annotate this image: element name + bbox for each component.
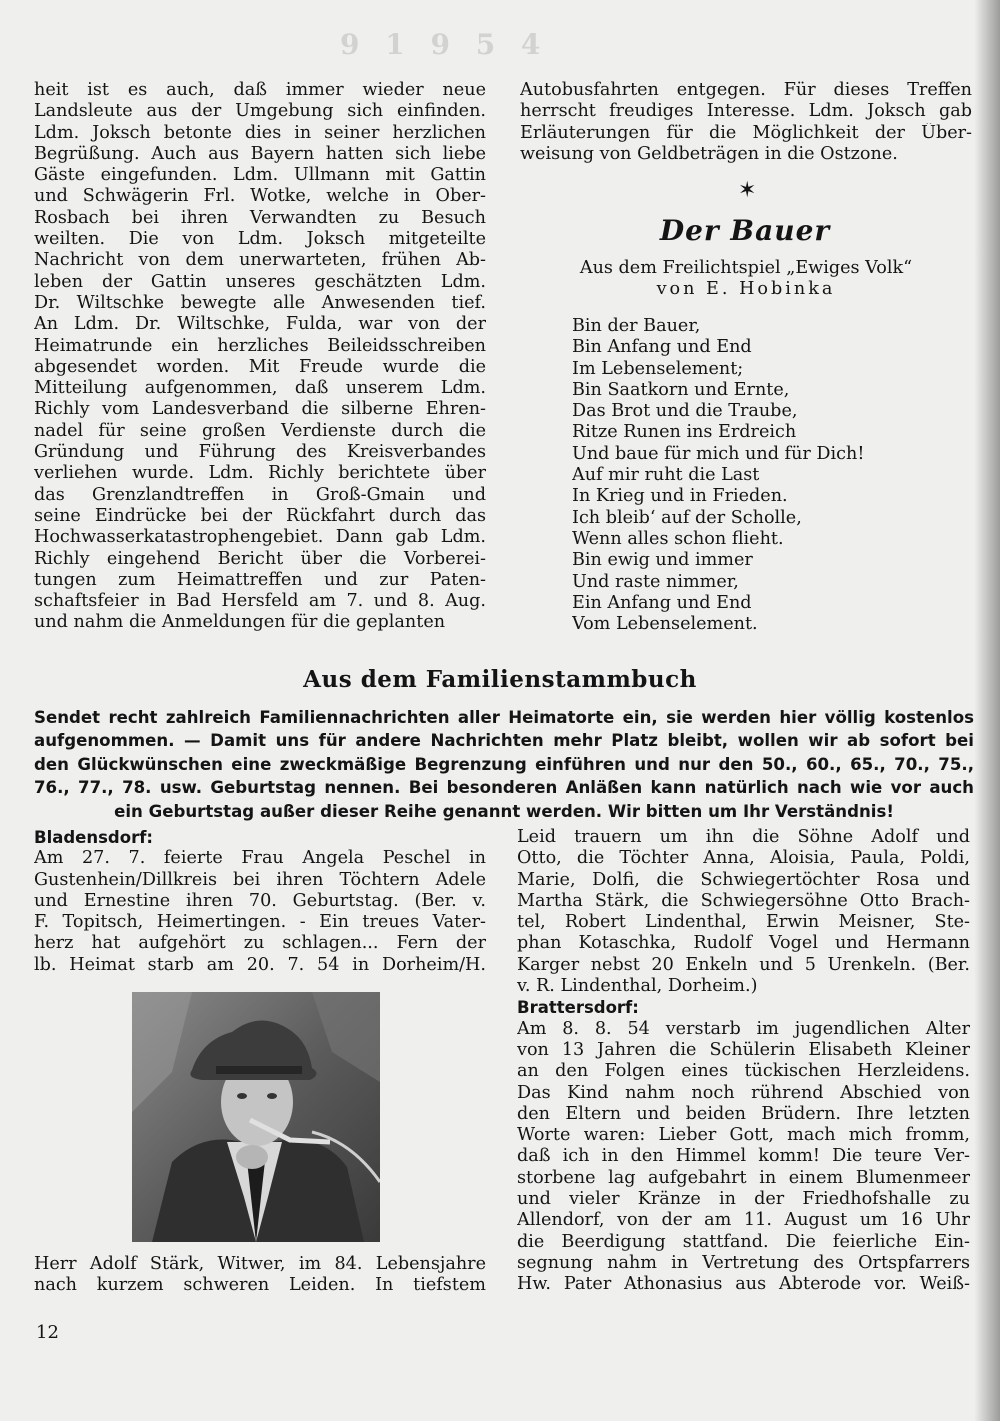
text-line: und Ernestine ihren 70. Geburtstag. (Ber. v. — [34, 890, 486, 911]
text-line: herrscht freudiges Interesse. Ldm. Joksch gab — [520, 101, 972, 122]
text-line: Am 8. 8. 54 verstarb im jugendlichen Alter — [517, 1018, 970, 1039]
notice-line: aufgenommen. — Damit uns für andere Nachrichten mehr Platz bleibt, wollen wir ab sofort bei — [34, 731, 974, 751]
text-line: Gründung und Führung des Kreisverbandes — [34, 442, 486, 463]
text-line: lb. Heimat starb am 20. 7. 54 in Dorheim/H. — [34, 954, 486, 975]
bladensdorf-article — [34, 827, 486, 976]
poem-body — [572, 316, 972, 635]
text-line: Gustenhein/Dillkreis bei ihren Töchtern Adele — [34, 869, 486, 890]
text-line: weisung von Geldbeträgen in die Ostzone. — [520, 143, 898, 164]
right-column-bottom — [517, 827, 970, 1296]
text-line: Autobusfahrten entgegen. Für dieses Treffen — [520, 80, 972, 100]
text-line: An Ldm. Dr. Wiltschke, Fulda, war von der — [34, 314, 486, 335]
text-line: Heimatrunde ein herzliches Beileidsschreiben — [34, 335, 486, 356]
page-edge-shadow — [974, 0, 1000, 1421]
left-column-top — [34, 80, 486, 634]
text-line: die Beerdigung stattfand. Die feierliche Ein- — [517, 1231, 970, 1252]
portrait-illustration — [132, 992, 380, 1242]
text-line: an den Folgen eines tückischen Herzleidens. — [517, 1061, 970, 1082]
text-line: seine Eindrücke bei der Rückfahrt durch das — [34, 505, 486, 526]
text-line: Leid trauern um ihn die Söhne Adolf und — [517, 827, 970, 847]
poem-line: Im Lebenselement; — [572, 358, 744, 379]
text-line: Richly vom Landesverband die silberne Ehren- — [34, 399, 486, 420]
notice-line: den Glückwünschen eine zweckmäßige Begrenzung einführen und nur den 50., 60., 65., 70., 75., — [34, 754, 974, 774]
poem-line: Vom Lebenselement. — [572, 614, 758, 635]
poem-line: Bin ewig und immer — [572, 550, 753, 571]
text-line: herz hat aufgehört zu schlagen... Fern der — [34, 933, 486, 954]
poem-title: Der Bauer — [659, 214, 831, 247]
text-line: Karger nebst 20 Enkeln und 5 Urenkeln. (Ber. — [517, 954, 970, 975]
text-line: Martha Stärk, die Schwiegersöhne Otto Brach- — [517, 890, 970, 911]
text-line: weilten. Die von Ldm. Joksch mitgeteilte — [34, 229, 486, 250]
text-line: und Schwägerin Frl. Wotke, welche in Ober- — [34, 186, 486, 207]
text-line: Otto, die Töchter Anna, Aloisia, Paula, Poldi, — [517, 848, 970, 869]
text-line: storbene lag aufgebahrt in einem Blumenmeer — [517, 1167, 970, 1188]
poem-line: Ein Anfang und End — [572, 592, 752, 613]
poem-line: In Krieg und in Frieden. — [572, 486, 788, 507]
text-line: Herr Adolf Stärk, Witwer, im 84. Lebensjahre — [34, 1254, 486, 1274]
poem-line: Ritze Runen ins Erdreich — [572, 422, 797, 443]
text-line: und nahm die Anmeldungen für die geplanten — [34, 612, 446, 633]
poem-source — [520, 258, 972, 301]
poem-line: Wenn alles schon flieht. — [572, 528, 784, 549]
bladensdorf-heading: Bladensdorf: — [34, 828, 153, 847]
text-line: Allendorf, von der am 11. August um 16 Uhr — [517, 1210, 970, 1231]
poem-line: Bin Saatkorn und Ernte, — [572, 379, 790, 400]
text-line: Richly eingehend Bericht über die Vorberei- — [34, 548, 486, 569]
page-number: 12 — [36, 1322, 59, 1343]
text-line: tungen zum Heimattreffen und zur Paten- — [34, 569, 486, 590]
text-line: Landsleute aus der Umgebung sich einfinden. — [34, 101, 486, 122]
text-line: verliehen wurde. Ldm. Richly berichtete über — [34, 463, 486, 484]
text-line: Mitteilung aufgenommen, daß unserem Ldm. — [34, 378, 486, 399]
text-line: phan Kotaschka, Rudolf Vogel und Hermann — [517, 933, 970, 954]
brattersdorf-heading: Brattersdorf: — [517, 998, 639, 1018]
text-line: Rosbach bei ihren Verwandten zu Besuch — [34, 207, 486, 228]
poem-line: Und baue für mich und für Dich! — [572, 443, 865, 464]
poem-line: Und raste nimmer, — [572, 571, 739, 592]
poem-line: Das Brot und die Traube, — [572, 401, 798, 422]
text-line: F. Topitsch, Heimertingen. - Ein treues Vater- — [34, 912, 486, 933]
text-line: abgesendet worden. Mit Freude wurde die — [34, 356, 486, 377]
text-line: Nachricht von dem unerwarteten, frühen Ab- — [34, 250, 486, 271]
text-line: nadel für seine großen Verdienste durch die — [34, 420, 486, 441]
text-line: heit ist es auch, daß immer wieder neue — [34, 80, 486, 100]
text-line: von 13 Jahren die Schülerin Elisabeth Kleiner — [517, 1039, 970, 1060]
text-line: Worte waren: Lieber Gott, mach mich fromm, — [517, 1125, 970, 1146]
text-line: Marie, Dolfi, die Schwiegertöchter Rosa und — [517, 869, 970, 890]
notice-box — [34, 706, 974, 823]
poem-line: Bin Anfang und End — [572, 337, 752, 358]
text-line: Dr. Wiltschke bewegte alle Anwesenden tief. — [34, 292, 486, 313]
text-line: Hochwasserkatastrophengebiet. Dann gab Ldm. — [34, 527, 486, 548]
text-line: leben der Gattin unseres geschätzten Ldm. — [34, 271, 486, 292]
poem-source-line: Aus dem Freilichtspiel „Ewiges Volk“ — [579, 258, 913, 278]
text-line: tel, Robert Lindenthal, Erwin Meisner, Ste- — [517, 912, 970, 933]
text-line: Das Kind nahm noch rührend Abschied von — [517, 1082, 970, 1103]
text-line: das Grenzlandtreffen in Groß-Gmain und — [34, 484, 486, 505]
portrait-photo — [132, 992, 380, 1242]
text-line: Gäste eingefunden. Ldm. Ullmann mit Gattin — [34, 165, 486, 186]
section-title: Aus dem Familienstammbuch — [303, 666, 697, 693]
text-line: v. R. Lindenthal, Dorheim.) — [517, 976, 758, 997]
notice-line: Sendet recht zahlreich Familiennachrichten aller Heimatorte ein, sie werden hier völlig kostenlos — [34, 708, 974, 727]
bladensdorf-article-continued — [34, 1254, 486, 1297]
text-line: Am 27. 7. feierte Frau Angela Peschel in — [34, 848, 486, 869]
separator-star-icon: ✶ — [738, 178, 757, 203]
text-line: nach kurzem schweren Leiden. In tiefstem — [34, 1275, 486, 1296]
poem-line: Bin der Bauer, — [572, 316, 701, 336]
right-column-top — [520, 80, 972, 165]
text-line: segnung nahm in Vertretung des Ortspfarrers — [517, 1252, 970, 1273]
text-line: Ldm. Joksch betonte dies in seiner herzlichen — [34, 122, 486, 143]
notice-line: 76., 77., 78. usw. Geburtstag nennen. Bei besonderen Anläßen kann natürlich nach wie vor auch — [34, 778, 974, 798]
notice-line: ein Geburtstag außer dieser Reihe genannt werden. Wir bitten um Ihr Verständnis! — [114, 801, 894, 821]
poem-line: Auf mir ruht die Last — [572, 465, 760, 486]
bleed-through-text: 9 1 9 5 4 — [340, 28, 549, 61]
text-line: Begrüßung. Auch aus Bayern hatten sich liebe — [34, 143, 486, 164]
poem-source-line: von E. Hobinka — [656, 279, 836, 300]
text-line: und vieler Kränze in der Friedhofshalle zu — [517, 1189, 970, 1210]
poem-line: Ich bleib‘ auf der Scholle, — [572, 507, 802, 528]
text-line: den Eltern und beiden Brüdern. Ihre letzten — [517, 1103, 970, 1124]
text-line: Hw. Pater Athonasius aus Abterode vor. Weiß- — [517, 1274, 970, 1295]
text-line: schaftsfeier in Bad Hersfeld am 7. und 8. Aug. — [34, 591, 486, 612]
text-line: Erläuterungen für die Möglichkeit der Über- — [520, 122, 972, 143]
text-line: daß ich in den Himmel komm! Die teure Ver- — [517, 1146, 970, 1167]
